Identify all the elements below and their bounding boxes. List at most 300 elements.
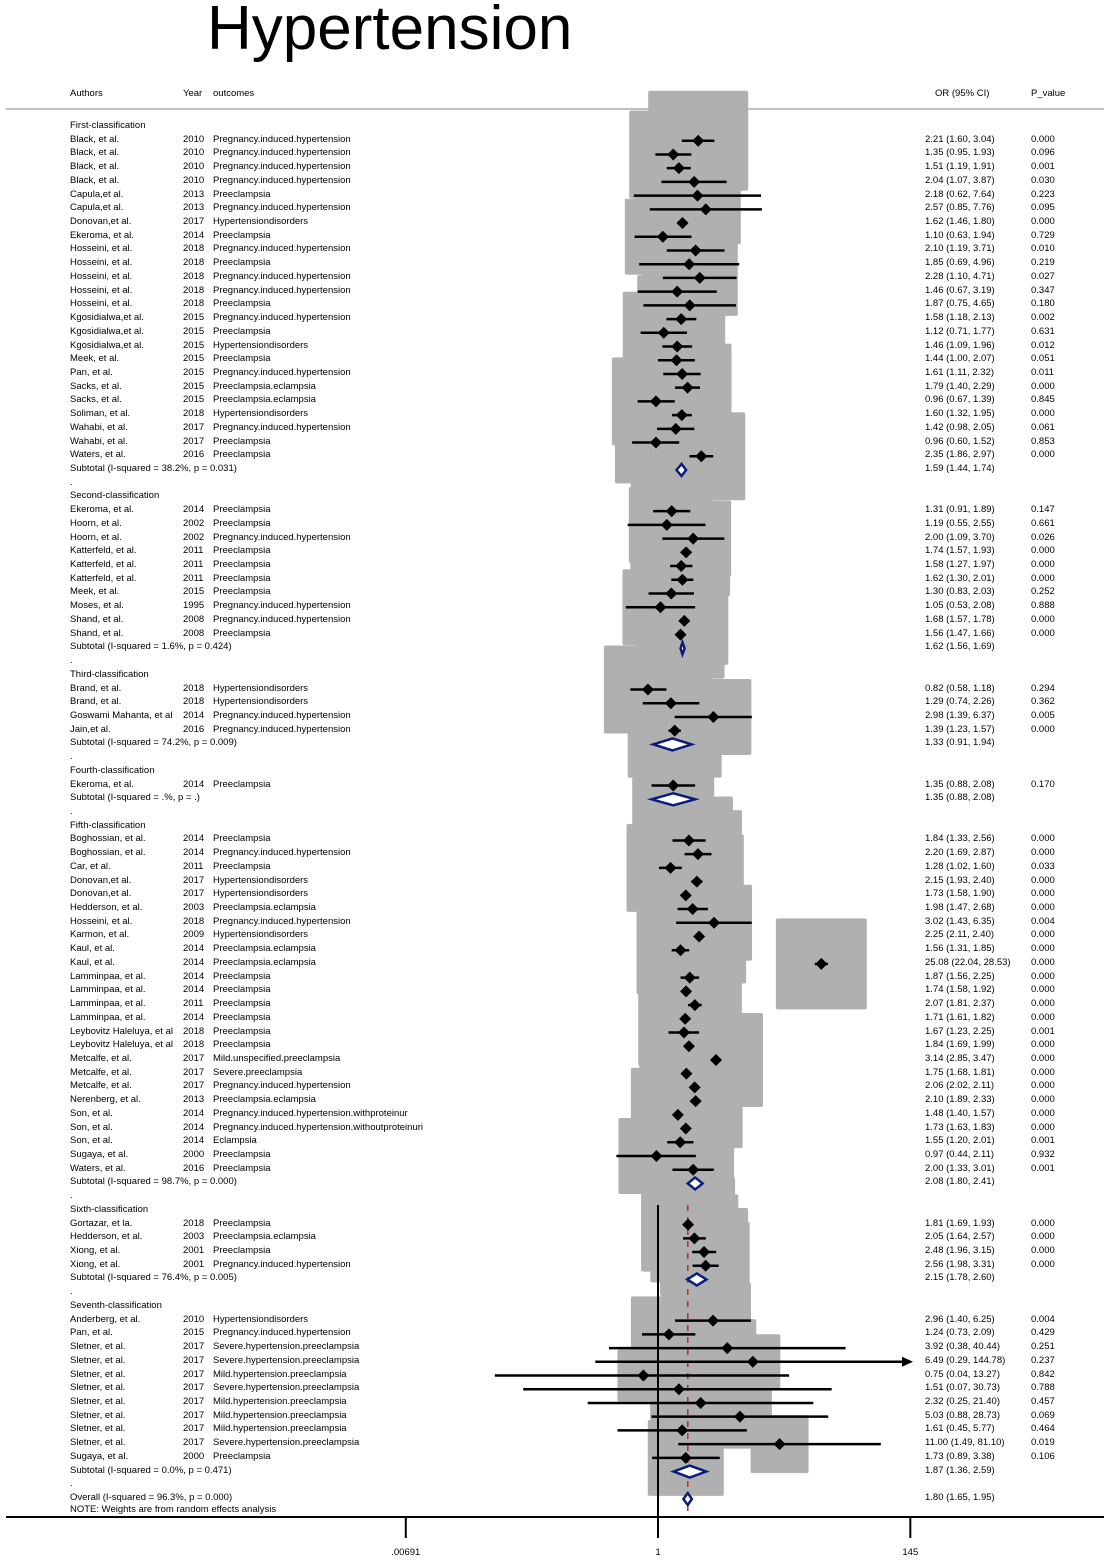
study-or-ci: 1.51 (0.07, 30.73): [925, 1382, 1000, 1394]
study-or-ci: 1.85 (0.69, 4.96): [925, 257, 995, 269]
study-or-ci: 1.81 (1.69, 1.93): [925, 1217, 995, 1229]
study-year: 2018: [183, 1025, 205, 1037]
study-p-value: 0.012: [1031, 339, 1055, 351]
study-or-ci: 1.62 (1.46, 1.80): [925, 216, 995, 228]
study-author: Kaul, et al.: [70, 956, 115, 968]
spacer-dot: .: [70, 806, 73, 817]
study-p-value: 0.000: [1031, 1052, 1055, 1064]
study-outcome: Mild.hypertension.preeclampsia: [213, 1423, 347, 1435]
study-author: Wahabi, et al.: [70, 435, 128, 447]
study-author: Metcalfe, et al.: [70, 1052, 132, 1064]
study-p-value: 0.219: [1031, 257, 1055, 269]
study-outcome: Preeclampsia: [213, 1450, 271, 1462]
study-author: Kgosidialwa,et al.: [70, 312, 144, 324]
study-outcome: Preeclampsia: [213, 517, 271, 529]
x-tick-label: 1: [655, 1547, 661, 1558]
study-outcome: Preeclampsia: [213, 353, 271, 365]
study-author: Lamminpaa, et al.: [70, 970, 146, 982]
study-or-ci: 1.74 (1.57, 1.93): [925, 545, 995, 557]
study-author: Hosseini, et al.: [70, 298, 133, 310]
x-tick-label: 145: [902, 1547, 919, 1558]
study-or-ci: 1.28 (1.02, 1.60): [925, 860, 995, 872]
study-or-ci: 1.75 (1.68, 1.81): [925, 1066, 995, 1078]
study-year: 2015: [183, 1327, 205, 1339]
study-p-value: 0.347: [1031, 284, 1055, 296]
study-p-value: 0.000: [1031, 1039, 1055, 1051]
study-year: 2018: [183, 298, 205, 310]
study-p-value: 0.000: [1031, 613, 1055, 625]
study-outcome: Pregnancy.induced.hypertension: [213, 174, 351, 186]
study-outcome: Severe.hypertension.preeclampsia: [213, 1437, 360, 1449]
ci-arrow: [902, 1357, 913, 1367]
study-outcome: Mild.hypertension.preeclampsia: [213, 1395, 347, 1407]
study-or-ci: 1.05 (0.53, 2.08): [925, 600, 995, 612]
study-or-ci: 0.97 (0.44, 2.11): [925, 1149, 995, 1160]
study-year: 2014: [183, 1107, 205, 1119]
study-p-value: 0.000: [1031, 133, 1055, 145]
study-outcome: Severe.hypertension.preeclampsia: [213, 1354, 360, 1366]
group-header: Fourth-classification: [70, 764, 155, 776]
study-year: 2011: [183, 860, 204, 872]
subtotal-or-ci: 1.62 (1.56, 1.69): [925, 641, 995, 653]
study-outcome: Hypertensiondisorders: [213, 696, 309, 708]
study-outcome: Preeclampsia: [213, 1217, 271, 1229]
study-or-ci: 1.60 (1.32, 1.95): [925, 408, 995, 420]
study-p-value: 0.000: [1031, 1121, 1055, 1133]
study-or-ci: 1.48 (1.40, 1.57): [925, 1107, 995, 1119]
spacer-dot: .: [70, 1286, 73, 1298]
study-or-ci: 1.19 (0.55, 2.55): [925, 517, 995, 529]
study-year: 2001: [183, 1245, 205, 1257]
study-or-ci: 1.98 (1.47, 2.68): [925, 902, 995, 914]
study-outcome: Pregnancy.induced.hypertension: [213, 1258, 351, 1270]
study-author: Karmon, et al.: [70, 929, 130, 941]
study-p-value: 0.033: [1031, 860, 1055, 872]
study-author: Nerenberg, et al.: [70, 1094, 141, 1106]
study-year: 2014: [183, 984, 205, 996]
study-year: 2008: [183, 627, 205, 639]
study-author: Sletner, et al.: [70, 1341, 126, 1353]
study-or-ci: 3.02 (1.43, 6.35): [925, 915, 995, 927]
study-author: Boghossian, et al.: [70, 847, 146, 859]
study-author: Ekeroma, et al.: [70, 229, 134, 241]
study-p-value: 0.180: [1031, 298, 1055, 310]
study-year: 2017: [183, 1382, 205, 1394]
study-p-value: 0.932: [1031, 1149, 1055, 1160]
study-p-value: 0.788: [1031, 1382, 1055, 1394]
study-outcome: Preeclampsia: [213, 970, 271, 982]
study-year: 2017: [183, 1052, 205, 1064]
study-p-value: 0.000: [1031, 847, 1055, 859]
study-p-value: 0.362: [1031, 696, 1055, 708]
study-year: 2015: [183, 586, 205, 598]
study-outcome: Preeclampsia: [213, 1162, 271, 1174]
study-outcome: Preeclampsia: [213, 188, 271, 200]
study-author: Shand, et al.: [70, 613, 124, 625]
study-or-ci: 2.07 (1.81, 2.37): [925, 998, 995, 1010]
study-year: 2018: [183, 243, 205, 255]
study-year: 2001: [183, 1258, 205, 1270]
study-or-ci: 2.48 (1.96, 3.15): [925, 1245, 995, 1257]
overall-or-ci: 1.80 (1.65, 1.95): [925, 1492, 995, 1503]
study-outcome: Mild.hypertension.preeclampsia: [213, 1409, 347, 1421]
study-outcome: Pregnancy.induced.hypertension: [213, 613, 351, 625]
study-outcome: Pregnancy.induced.hypertension: [213, 312, 351, 324]
study-author: Hedderson, et al.: [70, 902, 143, 914]
study-author: Hosseini, et al.: [70, 257, 133, 269]
study-p-value: 0.000: [1031, 929, 1055, 941]
study-outcome: Preeclampsia: [213, 435, 271, 447]
study-outcome: Hypertensiondisorders: [213, 1313, 309, 1325]
subtotal-or-ci: 2.15 (1.78, 2.60): [925, 1272, 995, 1284]
study-or-ci: 2.96 (1.40, 6.25): [925, 1313, 995, 1325]
study-author: Leybovitz Haleluya, et al: [70, 1039, 173, 1051]
study-outcome: Preeclampsia: [213, 627, 271, 639]
study-or-ci: 2.21 (1.60, 3.04): [925, 133, 995, 145]
study-author: Donovan,et al.: [70, 888, 132, 900]
study-author: Xiong, et al.: [70, 1258, 121, 1270]
spacer-dot: .: [70, 1190, 73, 1202]
subtotal-label: Subtotal (I-squared = 1.6%, p = 0.424): [70, 641, 232, 653]
subtotal-label: Subtotal (I-squared = 98.7%, p = 0.000): [70, 1176, 237, 1188]
subtotal-label: Subtotal (I-squared = .%, p = .): [70, 792, 200, 804]
study-p-value: 0.223: [1031, 188, 1055, 200]
study-year: 1995: [183, 600, 205, 612]
study-year: 2017: [183, 1395, 205, 1407]
study-author: Goswami Mahanta, et al: [70, 709, 173, 721]
study-p-value: 0.464: [1031, 1423, 1055, 1435]
study-author: Boghossian, et al.: [70, 833, 146, 845]
study-author: Sletner, et al.: [70, 1437, 126, 1449]
study-or-ci: 2.15 (1.93, 2.40): [925, 874, 995, 886]
subtotal-diamond: [681, 642, 685, 654]
study-year: 2018: [183, 682, 205, 694]
group-header: Third-classification: [70, 668, 149, 680]
study-outcome: Preeclampsia.eclampsia: [213, 380, 316, 392]
study-p-value: 0.000: [1031, 216, 1055, 228]
study-author: Katterfeld, et al.: [70, 572, 137, 584]
study-p-value: 0.001: [1031, 161, 1055, 173]
study-author: Waters, et al.: [70, 449, 126, 461]
study-author: Black, et al.: [70, 161, 120, 173]
study-or-ci: 2.57 (0.85, 7.76): [925, 202, 995, 214]
study-author: Sletner, et al.: [70, 1409, 126, 1421]
study-year: 2018: [183, 408, 205, 420]
study-year: 2003: [183, 902, 205, 914]
study-year: 2015: [183, 394, 205, 406]
study-year: 2017: [183, 1354, 205, 1366]
subtotal-label: Subtotal (I-squared = 0.0%, p = 0.471): [70, 1464, 232, 1476]
study-or-ci: 2.98 (1.39, 6.37): [925, 709, 995, 721]
study-or-ci: 3.92 (0.38, 40.44): [925, 1341, 1000, 1353]
study-outcome: Preeclampsia: [213, 984, 271, 996]
study-p-value: 0.027: [1031, 270, 1055, 282]
study-outcome: Preeclampsia.eclampsia: [213, 902, 316, 914]
study-or-ci: 1.55 (1.20, 2.01): [925, 1135, 995, 1147]
study-or-ci: 2.56 (1.98, 3.31): [925, 1258, 995, 1270]
subtotal-or-ci: 1.87 (1.36, 2.59): [925, 1464, 995, 1476]
weights-note: NOTE: Weights are from random effects analysis: [70, 1504, 277, 1515]
study-author: Ekeroma, et al.: [70, 504, 134, 516]
study-year: 2017: [183, 1368, 205, 1380]
study-or-ci: 1.73 (1.58, 1.90): [925, 888, 995, 900]
study-p-value: 0.000: [1031, 572, 1055, 584]
study-author: Brand, et al.: [70, 696, 122, 708]
study-p-value: 0.294: [1031, 682, 1055, 694]
study-year: 2014: [183, 1011, 205, 1023]
subtotal-label: Subtotal (I-squared = 74.2%, p = 0.009): [70, 737, 237, 749]
study-or-ci: 2.25 (2.11, 2.40): [925, 929, 995, 941]
study-or-ci: 1.56 (1.31, 1.85): [925, 943, 995, 955]
study-year: 2002: [183, 517, 205, 529]
study-year: 2016: [183, 1162, 205, 1174]
study-or-ci: 1.84 (1.69, 1.99): [925, 1039, 995, 1051]
study-year: 2014: [183, 847, 205, 859]
study-or-ci: 2.10 (1.89, 2.33): [925, 1094, 995, 1106]
study-or-ci: 1.74 (1.58, 1.92): [925, 984, 995, 996]
study-or-ci: 2.04 (1.07, 3.87): [925, 174, 995, 186]
study-or-ci: 5.03 (0.88, 28.73): [925, 1409, 1000, 1421]
study-or-ci: 1.51 (1.19, 1.91): [925, 161, 995, 173]
study-p-value: 0.002: [1031, 312, 1055, 324]
group-header: Sixth-classification: [70, 1203, 149, 1215]
study-p-value: 0.000: [1031, 998, 1055, 1010]
weight-boxes: [604, 91, 867, 1496]
study-p-value: 0.842: [1031, 1368, 1055, 1380]
study-p-value: 0.252: [1031, 586, 1055, 598]
study-outcome: Pregnancy.induced.hypertension: [213, 531, 351, 543]
study-or-ci: 1.24 (0.73, 2.09): [925, 1327, 995, 1339]
study-outcome: Preeclampsia.eclampsia: [213, 1231, 316, 1243]
study-or-ci: 3.14 (2.85, 3.47): [925, 1052, 995, 1064]
study-p-value: 0.010: [1031, 243, 1055, 255]
study-p-value: 0.000: [1031, 627, 1055, 639]
study-year: 2011: [183, 545, 204, 557]
study-outcome: Hypertensiondisorders: [213, 929, 309, 941]
study-outcome: Preeclampsia: [213, 545, 271, 557]
study-author: Soliman, et al.: [70, 408, 131, 420]
subtotal-or-ci: 1.35 (0.88, 2.08): [925, 792, 995, 804]
study-outcome: Pregnancy.induced.hypertension: [213, 915, 351, 927]
study-outcome: Preeclampsia.eclampsia: [213, 1094, 316, 1106]
study-author: Pan, et al.: [70, 366, 113, 378]
study-author: Hosseini, et al.: [70, 243, 133, 255]
study-outcome: Eclampsia: [213, 1135, 257, 1147]
study-author: Sugaya, et al.: [70, 1149, 129, 1160]
study-or-ci: 6.49 (0.29, 144.78): [925, 1354, 1006, 1366]
study-author: Lamminpaa, et al.: [70, 998, 146, 1010]
study-or-ci: 2.10 (1.19, 3.71): [925, 243, 995, 255]
study-year: 2011: [183, 998, 204, 1010]
study-author: Sletner, et al.: [70, 1354, 126, 1366]
study-or-ci: 1.12 (0.71, 1.77): [925, 325, 995, 337]
study-year: 2014: [183, 504, 205, 516]
study-outcome: Pregnancy.induced.hypertension.withoutproteinuri: [213, 1121, 424, 1133]
study-outcome: Preeclampsia: [213, 860, 271, 872]
study-or-ci: 1.67 (1.23, 2.25): [925, 1025, 995, 1037]
study-year: 2017: [183, 888, 205, 900]
study-outcome: Hypertensiondisorders: [213, 408, 309, 420]
study-year: 2014: [183, 833, 205, 845]
study-outcome: Preeclampsia: [213, 778, 271, 790]
study-p-value: 0.000: [1031, 1107, 1055, 1119]
study-or-ci: 0.75 (0.04, 13.27): [925, 1368, 1000, 1380]
subtotal-label: Subtotal (I-squared = 38.2%, p = 0.031): [70, 463, 237, 474]
study-year: 2014: [183, 709, 205, 721]
study-outcome: Preeclampsia: [213, 559, 271, 571]
study-p-value: 0.729: [1031, 229, 1055, 241]
study-author: Metcalfe, et al.: [70, 1066, 132, 1078]
study-p-value: 0.011: [1031, 366, 1055, 378]
study-author: Hoorn, et al.: [70, 531, 122, 543]
study-outcome: Preeclampsia: [213, 586, 271, 598]
study-year: 2014: [183, 229, 205, 241]
study-or-ci: 2.32 (0.25, 21.40): [925, 1395, 1000, 1407]
study-year: 2013: [183, 1094, 205, 1106]
study-or-ci: 1.44 (1.00, 2.07): [925, 353, 995, 365]
study-outcome: Hypertensiondisorders: [213, 339, 309, 351]
study-year: 2011: [183, 559, 204, 571]
study-outcome: Hypertensiondisorders: [213, 874, 309, 886]
study-p-value: 0.001: [1031, 1025, 1055, 1037]
study-outcome: Preeclampsia: [213, 257, 271, 269]
study-or-ci: 1.58 (1.18, 2.13): [925, 312, 995, 324]
study-p-value: 0.845: [1031, 394, 1055, 406]
study-p-value: 0.000: [1031, 545, 1055, 557]
study-year: 2017: [183, 1437, 205, 1449]
study-p-value: 0.000: [1031, 888, 1055, 900]
study-author: Katterfeld, et al.: [70, 559, 137, 571]
study-or-ci: 1.62 (1.30, 2.01): [925, 572, 995, 584]
study-or-ci: 1.71 (1.61, 1.82): [925, 1011, 995, 1023]
study-author: Lamminpaa, et al.: [70, 1011, 146, 1023]
study-or-ci: 11.00 (1.49, 81.10): [925, 1437, 1005, 1449]
subtotal-label: Subtotal (I-squared = 76.4%, p = 0.005): [70, 1272, 237, 1284]
study-p-value: 0.631: [1031, 325, 1055, 337]
study-or-ci: 1.68 (1.57, 1.78): [925, 613, 995, 625]
study-year: 2015: [183, 325, 205, 337]
study-outcome: Severe.hypertension.preeclampsia: [213, 1341, 360, 1353]
study-or-ci: 1.35 (0.88, 2.08): [925, 778, 995, 790]
study-author: Leybovitz Haleluya, et al: [70, 1025, 173, 1037]
study-or-ci: 0.96 (0.67, 1.39): [925, 394, 995, 406]
study-author: Sletner, et al.: [70, 1382, 126, 1394]
col-header-year: Year: [183, 88, 203, 99]
study-p-value: 0.000: [1031, 1258, 1055, 1270]
study-outcome: Pregnancy.induced.hypertension: [213, 1080, 351, 1092]
study-p-value: 0.026: [1031, 531, 1055, 543]
study-or-ci: 1.29 (0.74, 2.26): [925, 696, 995, 708]
study-p-value: 0.000: [1031, 956, 1055, 968]
study-author: Hedderson, et al.: [70, 1231, 143, 1243]
study-year: 2018: [183, 696, 205, 708]
subtotal-or-ci: 2.08 (1.80, 2.41): [925, 1176, 995, 1188]
study-author: Donovan,et al.: [70, 874, 132, 886]
study-author: Sletner, et al.: [70, 1395, 126, 1407]
study-outcome: Preeclampsia: [213, 998, 271, 1010]
study-p-value: 0.000: [1031, 1066, 1055, 1078]
study-year: 2015: [183, 339, 205, 351]
study-author: Xiong, et al.: [70, 1245, 121, 1257]
chart-title: Hypertension: [207, 0, 573, 63]
study-outcome: Mild.hypertension.preeclampsia: [213, 1368, 347, 1380]
study-year: 2018: [183, 270, 205, 282]
study-year: 2015: [183, 380, 205, 392]
study-p-value: 0.457: [1031, 1395, 1055, 1407]
study-p-value: 0.106: [1031, 1450, 1055, 1462]
study-or-ci: 2.05 (1.64, 2.57): [925, 1231, 995, 1243]
study-p-value: 0.000: [1031, 970, 1055, 982]
study-or-ci: 1.30 (0.83, 2.03): [925, 586, 995, 598]
study-p-value: 0.004: [1031, 915, 1055, 927]
study-author: Brand, et al.: [70, 682, 122, 694]
study-or-ci: 25.08 (22.04, 28.53): [925, 956, 1011, 968]
study-year: 2015: [183, 312, 205, 324]
study-year: 2013: [183, 188, 205, 200]
study-p-value: 0.853: [1031, 435, 1055, 447]
study-p-value: 0.888: [1031, 600, 1055, 612]
study-or-ci: 2.28 (1.10, 4.71): [925, 270, 995, 282]
study-or-ci: 2.00 (1.09, 3.70): [925, 531, 995, 543]
study-outcome: Pregnancy.induced.hypertension: [213, 270, 351, 282]
study-outcome: Pregnancy.induced.hypertension: [213, 243, 351, 255]
study-or-ci: 1.87 (1.56, 2.25): [925, 970, 995, 982]
study-year: 2014: [183, 956, 205, 968]
study-year: 2017: [183, 1409, 205, 1421]
study-year: 2018: [183, 1039, 205, 1051]
study-outcome: Pregnancy.induced.hypertension.withproteinur: [213, 1107, 408, 1119]
study-p-value: 0.000: [1031, 449, 1055, 461]
study-author: Capula,et al.: [70, 188, 124, 200]
study-outcome: Preeclampsia.eclampsia: [213, 943, 316, 955]
study-outcome: Preeclampsia: [213, 1149, 271, 1160]
study-year: 2008: [183, 613, 205, 625]
study-p-value: 0.095: [1031, 202, 1055, 214]
study-p-value: 0.051: [1031, 353, 1055, 365]
study-author: Kgosidialwa,et al.: [70, 339, 144, 351]
study-outcome: Preeclampsia: [213, 1039, 271, 1051]
study-outcome: Preeclampsia: [213, 1025, 271, 1037]
study-year: 2003: [183, 1231, 205, 1243]
study-p-value: 0.069: [1031, 1409, 1055, 1421]
study-or-ci: 2.35 (1.86, 2.97): [925, 449, 995, 461]
subtotal-or-ci: 1.59 (1.44, 1.74): [925, 463, 995, 474]
study-or-ci: 1.39 (1.23, 1.57): [925, 723, 995, 735]
study-year: 2009: [183, 929, 205, 941]
study-or-ci: 1.46 (1.09, 1.96): [925, 339, 995, 351]
study-outcome: Severe.preeclampsia: [213, 1066, 303, 1078]
study-outcome: Preeclampsia: [213, 325, 271, 337]
study-outcome: Preeclampsia.eclampsia: [213, 956, 316, 968]
study-p-value: 0.000: [1031, 408, 1055, 420]
study-or-ci: 1.73 (0.89, 3.38): [925, 1450, 995, 1462]
study-year: 2013: [183, 202, 205, 214]
study-outcome: Pregnancy.induced.hypertension: [213, 161, 351, 173]
study-or-ci: 1.35 (0.95, 1.93): [925, 147, 995, 159]
study-author: Metcalfe, et al.: [70, 1080, 132, 1092]
study-or-ci: 1.61 (1.11, 2.32): [925, 366, 995, 378]
study-author: Son, et al.: [70, 1121, 113, 1133]
study-p-value: 0.019: [1031, 1437, 1055, 1449]
study-year: 2015: [183, 366, 205, 378]
study-year: 2010: [183, 161, 205, 173]
study-p-value: 0.000: [1031, 902, 1055, 914]
study-outcome: Pregnancy.induced.hypertension: [213, 847, 351, 859]
study-p-value: 0.030: [1031, 174, 1055, 186]
study-or-ci: 1.79 (1.40, 2.29): [925, 380, 995, 392]
study-year: 2011: [183, 572, 204, 584]
study-author: Meek, et al.: [70, 586, 120, 598]
